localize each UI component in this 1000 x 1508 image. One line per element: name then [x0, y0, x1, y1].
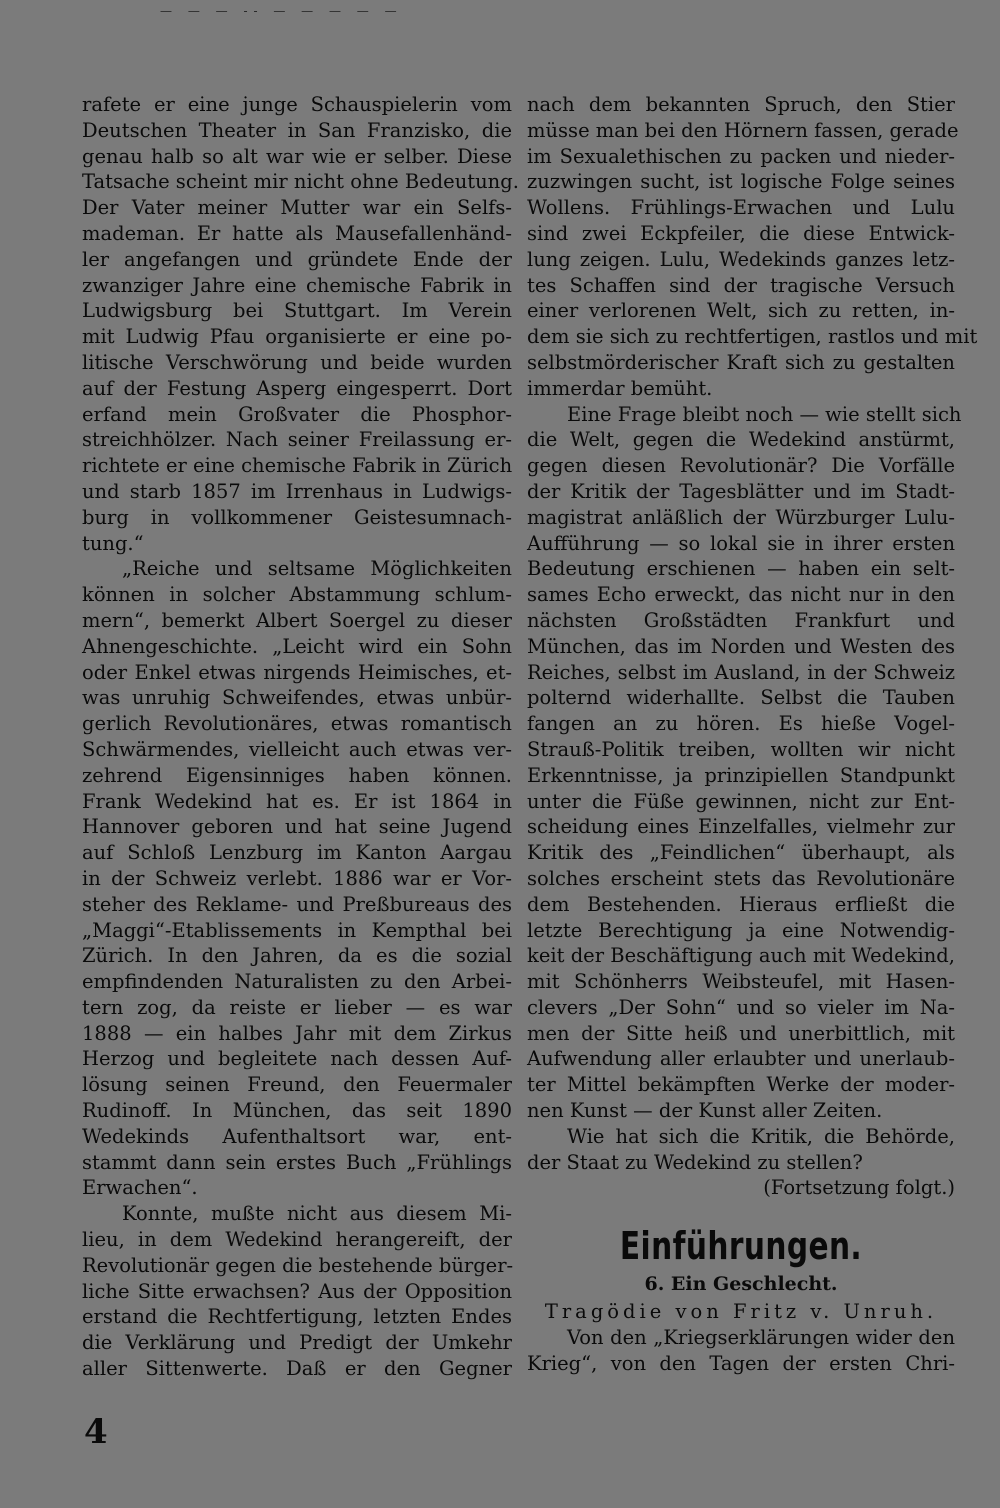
text-line: Bedeutung erschienen — haben ein selt- [527, 557, 955, 581]
text-line: ler angefangen und gründete Ende der [82, 247, 512, 271]
text-line: rafete er eine junge Schauspielerin vom [82, 93, 512, 116]
text-line: mern“, bemerkt Albert Soergel zu dieser [82, 608, 512, 632]
text-line: Aufführung — so lokal sie in ihrer ersten [527, 531, 955, 555]
text-line: lung zeigen. Lulu, Wedekinds ganzes letz- [527, 247, 955, 271]
text-line: zuzwingen sucht, ist logische Folge seines [527, 170, 955, 194]
text-line: Krieg“, von den Tagen der ersten Chri- [527, 1352, 955, 1376]
text-line: steher des Reklame- und Preßbureaus des [82, 892, 512, 916]
text-line: men der Sitte heiß und unerbittlich, mit [527, 1021, 955, 1045]
text-line: Strauß-Politik treiben, wollten wir nicht [527, 737, 955, 761]
text-line: tes Schaffen sind der tragische Versuch [527, 273, 955, 297]
text-line: die Verklärung und Predigt der Umkehr [82, 1331, 512, 1355]
text-line: solches erscheint stets das Revolutionäre [527, 866, 955, 890]
text-line: zwanziger Jahre eine chemische Fabrik in [82, 273, 512, 297]
text-line: Reiches, selbst im Ausland, in der Schweiz [527, 660, 955, 684]
text-line: nach dem bekannten Spruch, den Stier [527, 93, 955, 116]
text-line: tern zog, da reiste er lieber — es war [82, 995, 512, 1019]
text-line: „Maggi“-Etablissements in Kempthal bei [82, 918, 512, 942]
text-line: ter Mittel bekämpften Werke der moder- [527, 1073, 955, 1097]
text-line: magistrat anläßlich der Würzburger Lulu- [527, 505, 955, 529]
top-marks: — — — -- — — — — — [160, 4, 403, 18]
text-line: Zürich. In den Jahren, da es die sozial [82, 944, 512, 968]
text-line: Konnte, mußte nicht aus diesem Mi- [122, 1202, 512, 1226]
text-line: scheidung eines Einzelfalles, vielmehr zur [527, 815, 955, 839]
text-line: gegen diesen Revolutionär? Die Vorfälle [527, 454, 955, 478]
text-line: liche Sitte erwachsen? Aus der Opposition [82, 1279, 512, 1303]
text-line: aller Sittenwerte. Daß er den Gegner [82, 1357, 512, 1381]
text-line: auf der Festung Asperg eingesperrt. Dort [82, 376, 512, 400]
text-line: Wedekinds Aufenthaltsort war, ent- [82, 1124, 512, 1148]
right-column [527, 92, 978, 1377]
text-line: Rudinoff. In München, das seit 1890 [82, 1099, 512, 1123]
text-line: Wollens. Frühlings-Erwachen und Lulu [527, 196, 955, 220]
text-line: lösung seinen Freund, den Feuermaler [82, 1073, 512, 1097]
text-line: München, das im Norden und Westen des [527, 634, 955, 658]
section-heading: Einführungen. [619, 1224, 863, 1269]
text-line: Aufwendung aller erlaubter und unerlaub- [527, 1047, 955, 1071]
text-line: litische Verschwörung und beide wurden [82, 350, 512, 374]
text-line: selbstmörderischer Kraft sich zu gestalten [527, 350, 955, 374]
text-line: Ludwigsburg bei Stuttgart. Im Verein [82, 299, 512, 323]
text-line: einer verlorenen Welt, sich zu retten, in- [527, 299, 955, 323]
page-number: 4 [84, 1412, 108, 1452]
text-line: gerlich Revolutionäres, etwas romantisch [82, 712, 512, 736]
text-line: clevers „Der Sohn“ und so vieler im Na- [527, 995, 955, 1019]
text-line: die Welt, gegen die Wedekind anstürmt, [527, 428, 955, 452]
text-line: sind zwei Eckpfeiler, die diese Entwick- [527, 221, 955, 245]
text-line: in der Schweiz verlebt. 1886 war er Vor- [82, 866, 512, 890]
text-line: Von den „Kriegserklärungen wider den [567, 1326, 955, 1350]
text-line: Eine Frage bleibt noch — wie stellt sich [567, 402, 962, 426]
text-line: auf Schloß Lenzburg im Kanton Aargau [82, 841, 512, 865]
text-line: lieu, in dem Wedekind herangereift, der [82, 1228, 512, 1252]
text-line: Erkenntnisse, ja prinzipiellen Standpunkt [527, 763, 955, 787]
text-line: dem sie sich zu rechtfertigen, rastlos und mit [527, 325, 978, 349]
text-line: „Reiche und seltsame Möglichkeiten [122, 557, 512, 581]
text-line: (Fortsetzung folgt.) [763, 1176, 955, 1200]
text-line: fangen an zu hören. Es hieße Vogel- [527, 712, 955, 736]
text-line: Revolutionär gegen die bestehende bürger- [82, 1253, 514, 1277]
text-line: Herzog und begleitete nach dessen Auf- [82, 1047, 512, 1071]
text-line: Erwachen“. [82, 1176, 198, 1200]
text-line: burg in vollkommener Geistesumnach- [82, 505, 512, 529]
text-line: 1888 — ein halbes Jahr mit dem Zirkus [82, 1021, 512, 1045]
text-line: im Sexualethischen zu packen und nieder- [527, 144, 955, 168]
text-line: letzte Berechtigung ja eine Notwendig- [527, 918, 955, 942]
right-column-text [527, 92, 978, 1201]
text-line: Kritik des „Feindlichen“ überhaupt, als [527, 841, 955, 865]
text-line: Hannover geboren und hat seine Jugend [82, 815, 512, 839]
text-line: nächsten Großstädten Frankfurt und [527, 608, 955, 632]
text-line: Frank Wedekind hat es. Er ist 1864 in [82, 789, 512, 813]
text-line: mit Ludwig Pfau organisierte er eine po- [82, 325, 512, 349]
section-text [527, 1325, 955, 1377]
text-line: zehrend Eigensinniges haben können. [82, 763, 512, 787]
text-line: nen Kunst — der Kunst aller Zeiten. [527, 1099, 883, 1123]
text-line: tung.“ [82, 531, 144, 555]
text-line: polternd widerhallte. Selbst die Tauben [527, 686, 955, 710]
text-line: Der Vater meiner Mutter war ein Selfs- [82, 196, 512, 220]
text-line: was unruhig Schweifendes, etwas unbür- [82, 686, 512, 710]
text-line: der Kritik der Tagesblätter und im Stadt- [527, 479, 955, 503]
text-line: Ahnengeschichte. „Leicht wird ein Sohn [82, 634, 512, 658]
text-line: Schwärmendes, vielleicht auch etwas ver- [82, 737, 512, 761]
left-column [82, 92, 519, 1382]
text-line: Deutschen Theater in San Franzisko, die [82, 118, 512, 142]
text-line: erstand die Rechtfertigung, letzten Endes [82, 1305, 512, 1329]
text-line: oder Enkel etwas nirgends Heimisches, et- [82, 660, 512, 684]
text-line: sames Echo erweckt, das nicht nur in den [527, 583, 955, 607]
text-line: und starb 1857 im Irrenhaus in Ludwigs- [82, 479, 512, 503]
text-line: unter die Füße gewinnen, nicht zur Ent- [527, 789, 955, 813]
text-line: stammt dann sein erstes Buch „Frühlings [82, 1150, 512, 1174]
text-line: keit der Beschäftigung auch mit Wedekind, [527, 944, 955, 968]
text-line: können in solcher Abstammung schlum- [82, 583, 512, 607]
text-line: mademan. Er hatte als Mausefallenhänd- [82, 221, 512, 245]
text-line: Tatsache scheint mir nicht ohne Bedeutung. [82, 170, 519, 194]
text-line: streichhölzer. Nach seiner Freilassung er- [82, 428, 512, 452]
text-line: genau halb so alt war wie er selber. Diese [82, 144, 512, 168]
text-line: der Staat zu Wedekind zu stellen? [527, 1150, 863, 1174]
text-line: dem Bestehenden. Hieraus erfließt die [527, 892, 955, 916]
text-line: erfand mein Großvater die Phosphor- [82, 402, 512, 426]
text-line: mit Schönherrs Weibsteufel, mit Hasen- [527, 970, 955, 994]
text-line: müsse man bei den Hörnern fassen, gerade [527, 118, 959, 142]
text-line: richtete er eine chemische Fabrik in Zürich [82, 454, 513, 478]
text-line: Wie hat sich die Kritik, die Behörde, [567, 1124, 955, 1148]
section-subheading: 6. Ein Geschlecht. [644, 1273, 838, 1296]
section-byline: Tragödie von Fritz v. Unruh. [544, 1300, 938, 1324]
text-line: immerdar bemüht. [527, 376, 713, 400]
text-line: empfindenden Naturalisten zu den Arbei- [82, 970, 512, 994]
